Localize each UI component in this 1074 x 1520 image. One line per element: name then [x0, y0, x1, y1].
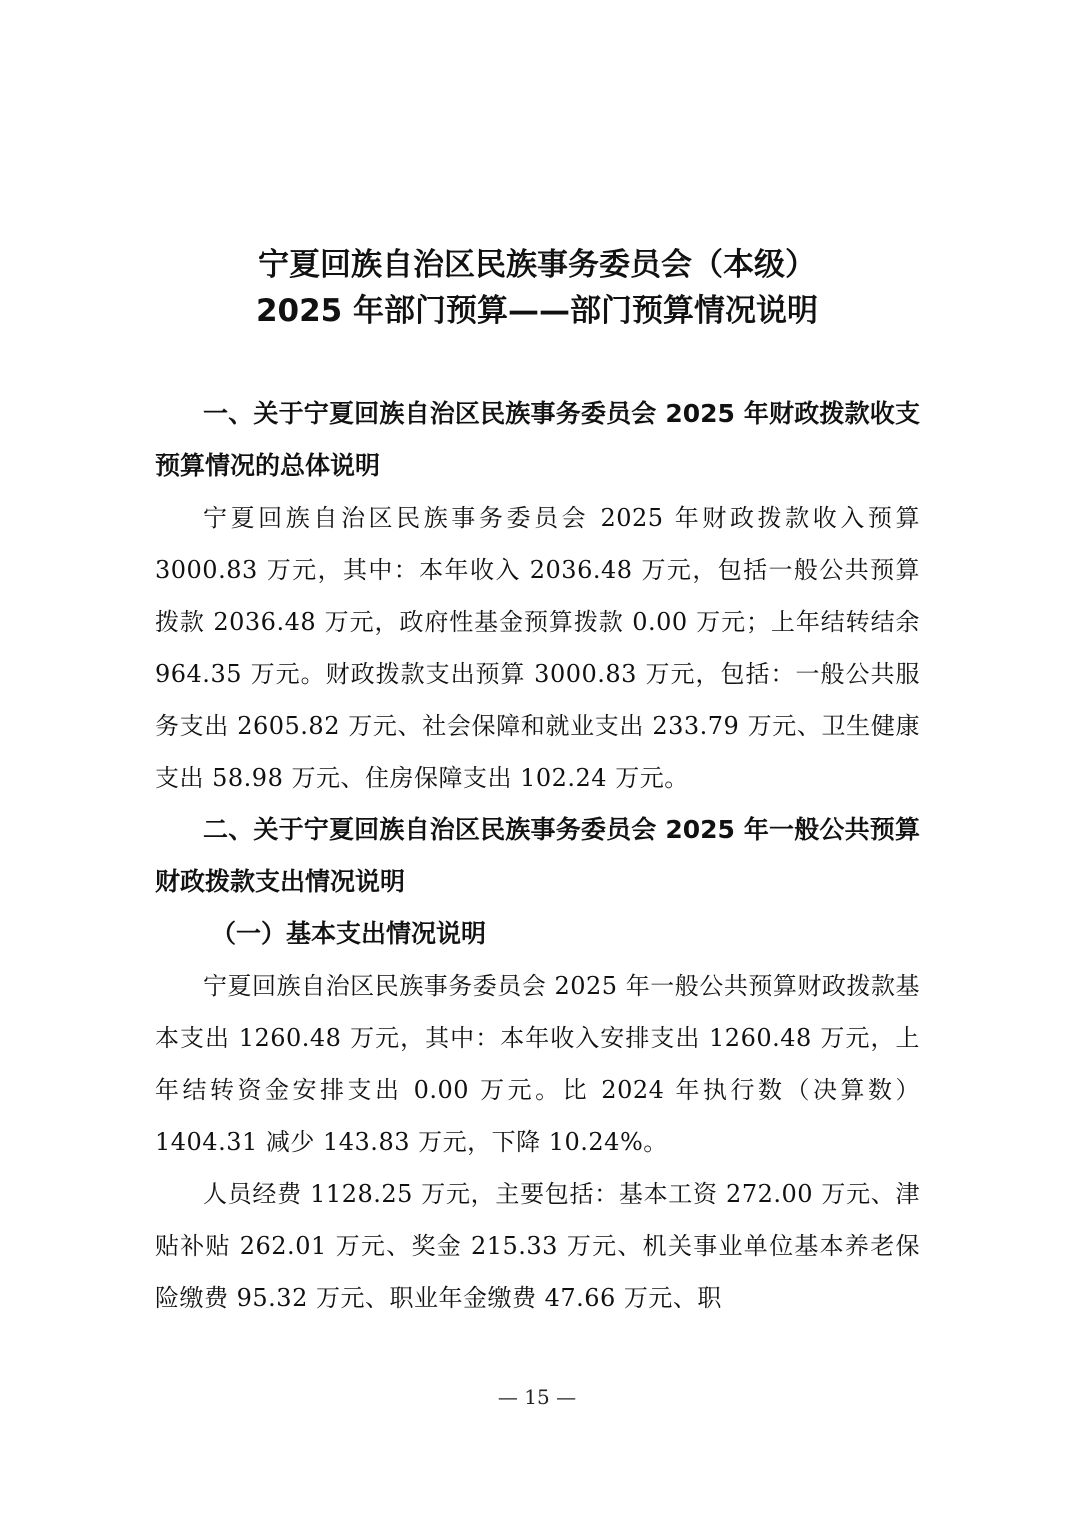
page-number: — 15 — [497, 1385, 577, 1409]
document-title-line-1: 宁夏回族自治区民族事务委员会（本级） [258, 247, 816, 283]
document-body [155, 388, 920, 1324]
section-1-paragraph: 宁夏回族自治区民族事务委员会 2025 年财政拨款收入预算 3000.83 万元，其中：本年收入 2036.48 万元，包括一般公共预算拨款 2036.48 万元，政府性基金预算拨款 0.00 万元；上年结转结余 964.35 万元。财政拨款支出预算 3000.83 万元，包括：一般公共服务支出 2605.82 万元、社会保障和就业支出 233.79 万元、卫生健康支出 58.98 万元、住房保障支出 102.24 万元。 [155, 504, 920, 792]
section-1-heading: 一、关于宁夏回族自治区民族事务委员会 2025 年财政拨款收支预算情况的总体说明 [155, 399, 920, 480]
document-title-line-2: 2025 年部门预算——部门预算情况说明 [255, 293, 819, 329]
section-2-heading: 二、关于宁夏回族自治区民族事务委员会 2025 年一般公共预算财政拨款支出情况说明 [155, 815, 920, 896]
subsection-1-paragraph-2: 人员经费 1128.25 万元，主要包括：基本工资 272.00 万元、津贴补贴 262.01 万元、奖金 215.33 万元、机关事业单位基本养老保险缴费 95.32 万元、职业年金缴费 47.66 万元、职 [155, 1180, 920, 1312]
subsection-1-paragraph-1: 宁夏回族自治区民族事务委员会 2025 年一般公共预算财政拨款基本支出 1260.48 万元，其中：本年收入安排支出 1260.48 万元，上年结转资金安排支出 0.00 万元。比 2024 年执行数（决算数）1404.31 减少 143.83 万元，下降 10.24%。 [155, 972, 920, 1156]
subsection-1-heading: （一）基本支出情况说明 [211, 919, 487, 948]
